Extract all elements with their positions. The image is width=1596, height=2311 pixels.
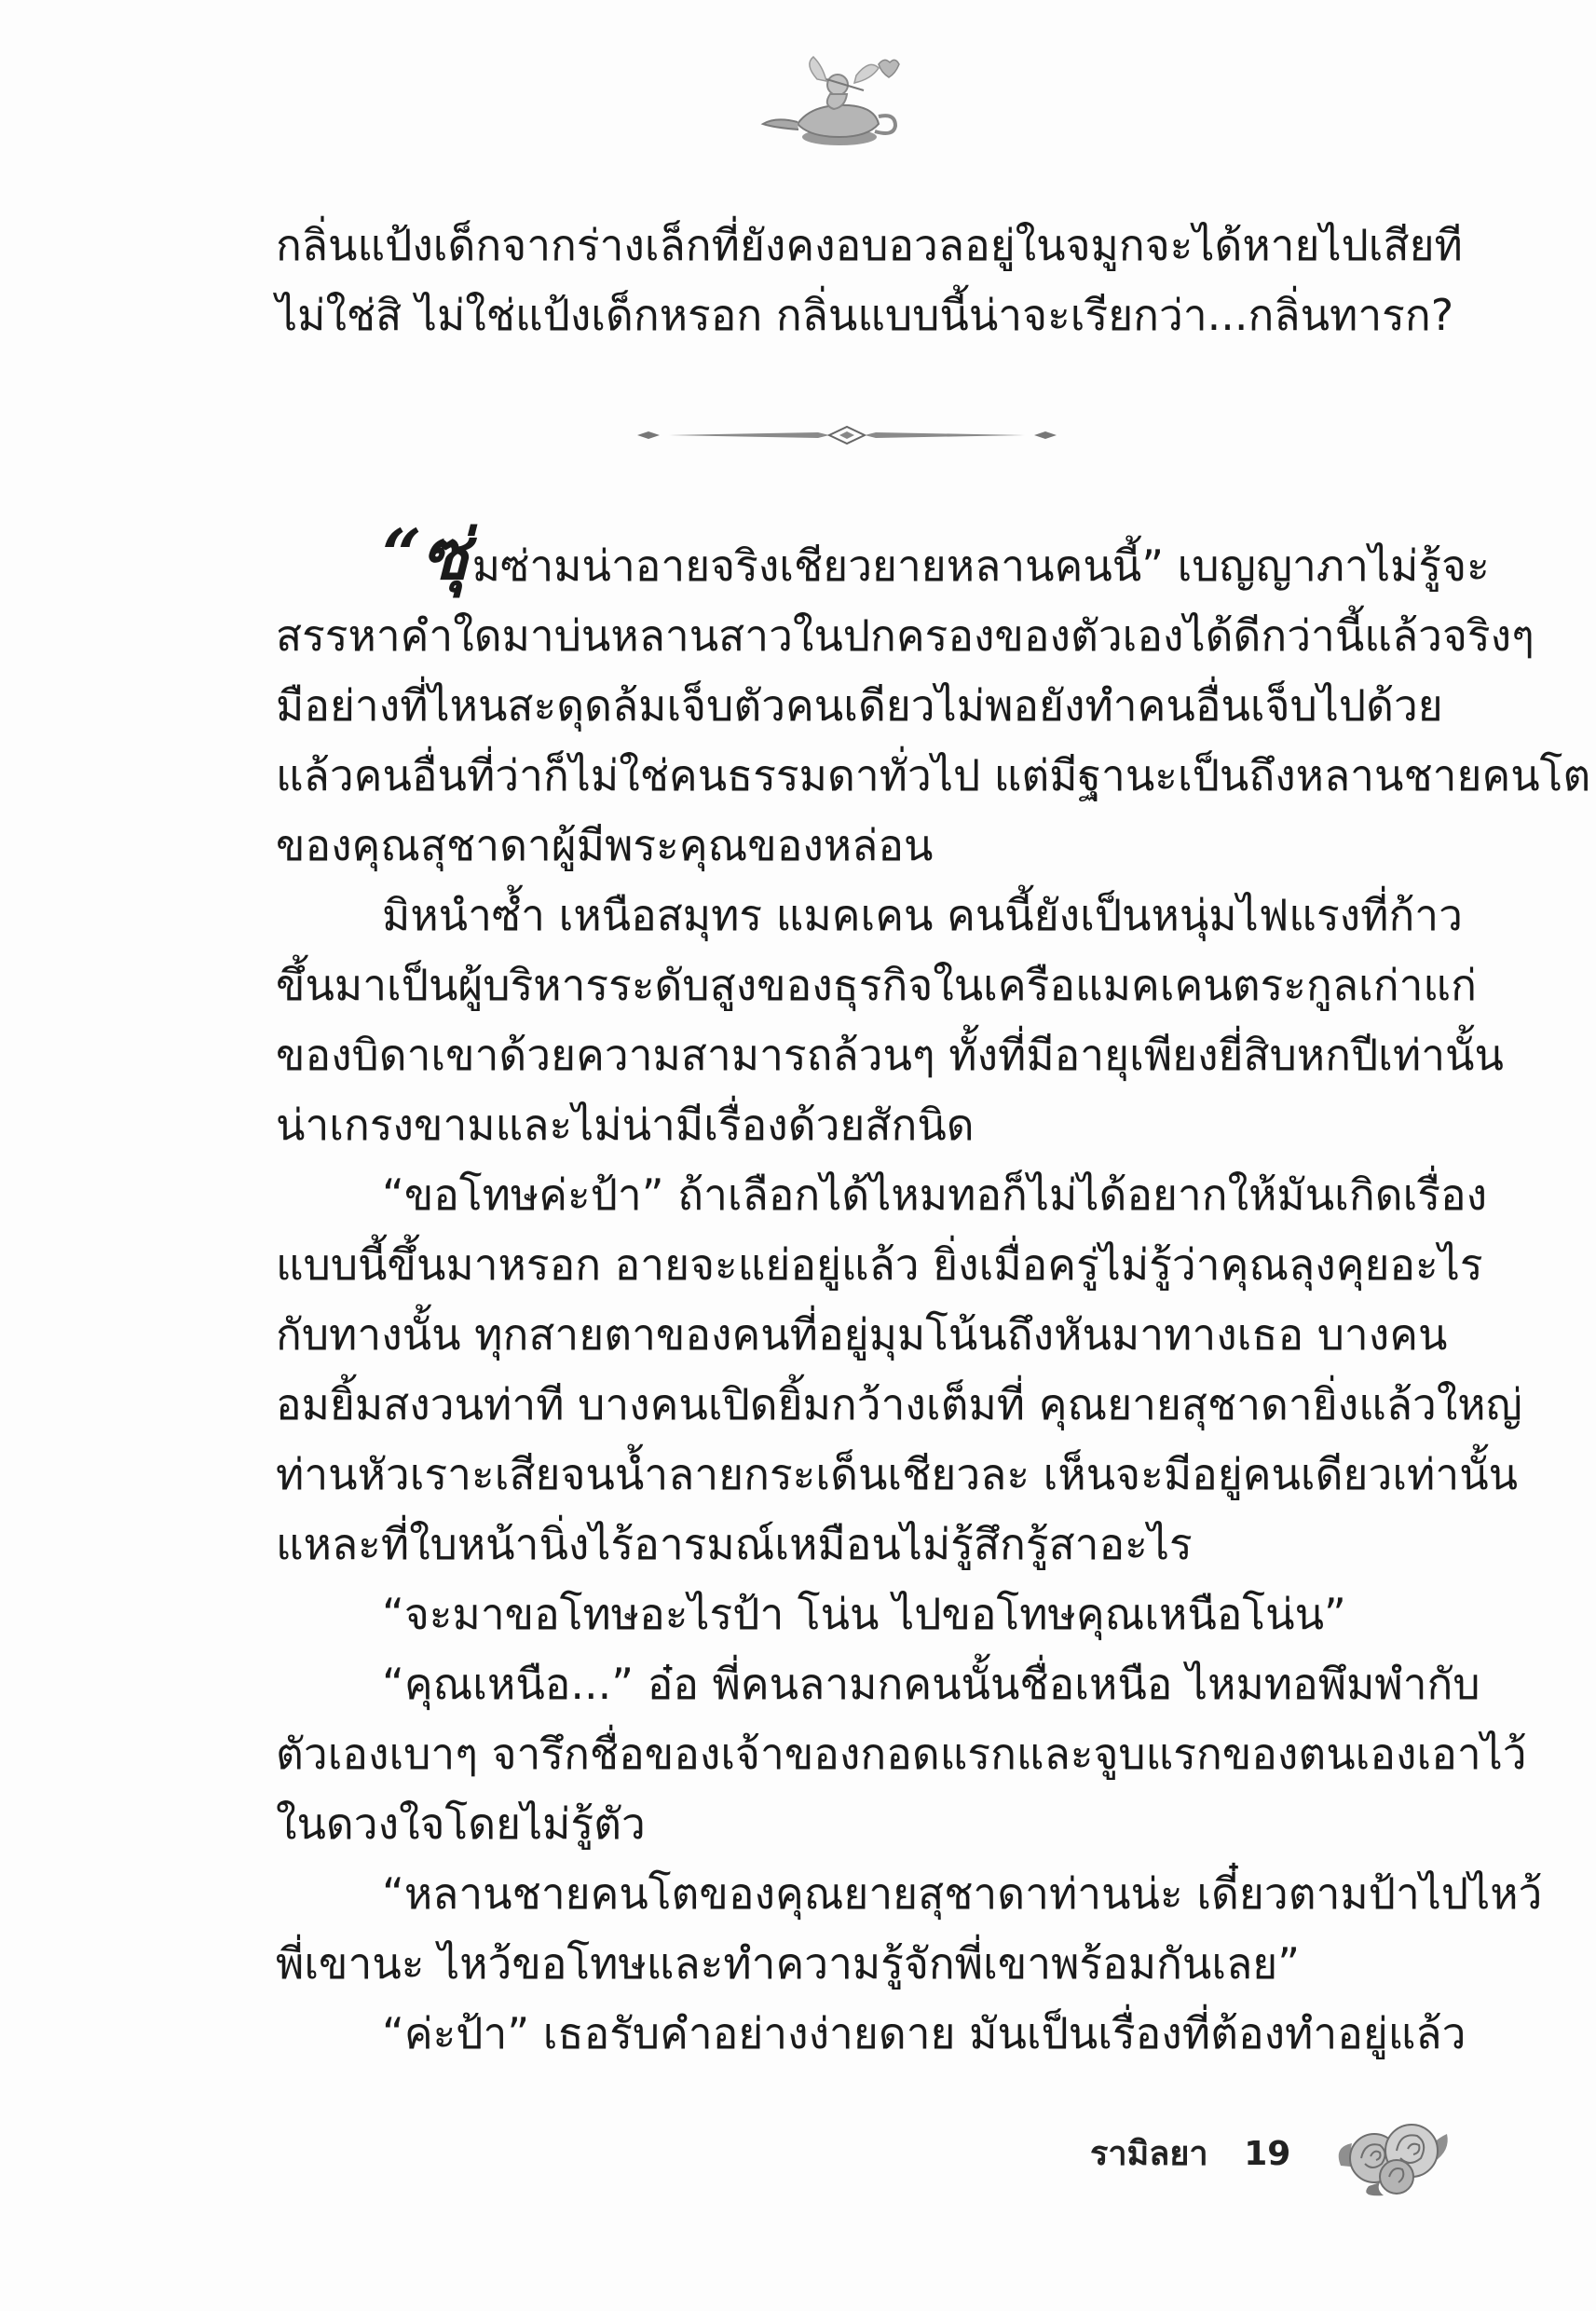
top-paragraph xyxy=(276,211,1463,350)
text-line: ท่านหัวเราะเสียจนน้ำลายกระเด็นเชียวละ เห็นจะมีอยู่คนเดียวเท่านั้น xyxy=(276,1449,1519,1499)
text-line: ขึ้นมาเป็นผู้บริหารระดับสูงของธุรกิจในเครือแมคเคนตระกูลเก่าแก่ xyxy=(276,960,1477,1010)
text-line: ตัวเองเบาๆ จารึกชื่อของเจ้าของกอดแรกและจูบแรกของตนเองเอาไว้ xyxy=(276,1729,1527,1779)
text-line: “ขอโทษค่ะป้า” ถ้าเลือกได้ไหมทอก็ไม่ได้อยากให้มันเกิดเรื่อง xyxy=(382,1169,1488,1220)
text-line: มือย่างที่ไหนสะดุดล้มเจ็บตัวคนเดียวไม่พอยังทำคนอื่นเจ็บไปด้วย xyxy=(276,680,1443,731)
text-line: ของคุณสุชาดาผู้มีพระคุณของหล่อน xyxy=(276,820,934,870)
text-line: สรรหาคำใดมาบ่นหลานสาวในปกครองของตัวเองได้ดีกว่านี้แล้วจริงๆ xyxy=(276,610,1535,661)
text-line: แหละที่ใบหน้านิ่งไร้อารมณ์เหมือนไม่รู้สึกรู้สาอะไร xyxy=(276,1519,1193,1569)
dropcap-line xyxy=(276,511,1490,601)
text-line: น่าเกรงขามและไม่น่ามีเรื่องด้วยสักนิด xyxy=(276,1100,975,1150)
text-line: อมยิ้มสงวนท่าที บางคนเปิดยิ้มกว้างเต็มที่ คุณยายสุชาดายิ่งแล้วใหญ่ xyxy=(276,1379,1522,1429)
page-footer xyxy=(1090,2126,1290,2182)
dropcap: “ซุ่ xyxy=(382,515,469,595)
text-line: แล้วคนอื่นที่ว่าก็ไม่ใช่คนธรรมดาทั่วไป แต่มีฐานะเป็นถึงหลานชายคนโต xyxy=(276,750,1591,800)
text-line: แบบนี้ขึ้นมาหรอก อายจะแย่อยู่แล้ว ยิ่งเมื่อครู่ไม่รู้ว่าคุณลุงคุยอะไร xyxy=(276,1239,1483,1290)
author-name: รามิลยา xyxy=(1090,2135,1208,2173)
cupid-teapot-icon xyxy=(756,51,914,154)
text-line: พี่เขานะ ไหว้ขอโทษและทำความรู้จักพี่เขาพร้อมกันเลย” xyxy=(276,1938,1301,1989)
text-line: กลิ่นแป้งเด็กจากร่างเล็กที่ยังคงอบอวลอยู่ในจมูกจะได้หายไปเสียที xyxy=(276,220,1463,270)
ornamental-divider-icon xyxy=(632,421,1062,449)
text-line: ในดวงใจโดยไม่รู้ตัว xyxy=(276,1798,646,1849)
main-text xyxy=(276,511,1591,2069)
text-line: มิหนำซ้ำ เหนือสมุทร แมคเคน คนนี้ยังเป็นหนุ่มไฟแรงที่ก้าว xyxy=(382,890,1463,940)
text-line: ของบิดาเขาด้วยความสามารถล้วนๆ ทั้งที่มีอายุเพียงยี่สิบหกปีเท่านั้น xyxy=(276,1030,1504,1080)
text-line: “คุณเหนือ...” อ๋อ พี่คนลามกคนนั้นชื่อเหนือ ไหมทอพึมพำกับ xyxy=(382,1659,1480,1709)
page-number: 19 xyxy=(1244,2135,1291,2173)
text-line: ไม่ใช่สิ ไม่ใช่แป้งเด็กหรอก กลิ่นแบบนี้น่าจะเรียกว่า...กลิ่นทารก? xyxy=(276,290,1454,340)
dropcap-rest: มซ่ามน่าอายจริงเชียวยายหลานคนนี้” เบญญาภาไม่รู้จะ xyxy=(471,540,1490,591)
rose-icon xyxy=(1331,2106,1453,2199)
text-line: “ค่ะป้า” เธอรับคำอย่างง่ายดาย มันเป็นเรื่องที่ต้องทำอยู่แล้ว xyxy=(382,2008,1466,2058)
text-line: กับทางนั้น ทุกสายตาของคนที่อยู่มุมโน้นถึงหันมาทางเธอ บางคน xyxy=(276,1309,1448,1360)
text-line: “จะมาขอโทษอะไรป้า โน่น ไปขอโทษคุณเหนือโน่น” xyxy=(382,1589,1346,1639)
text-line: “หลานชายคนโตของคุณยายสุชาดาท่านน่ะ เดี๋ยวตามป้าไปไหว้ xyxy=(382,1868,1543,1919)
